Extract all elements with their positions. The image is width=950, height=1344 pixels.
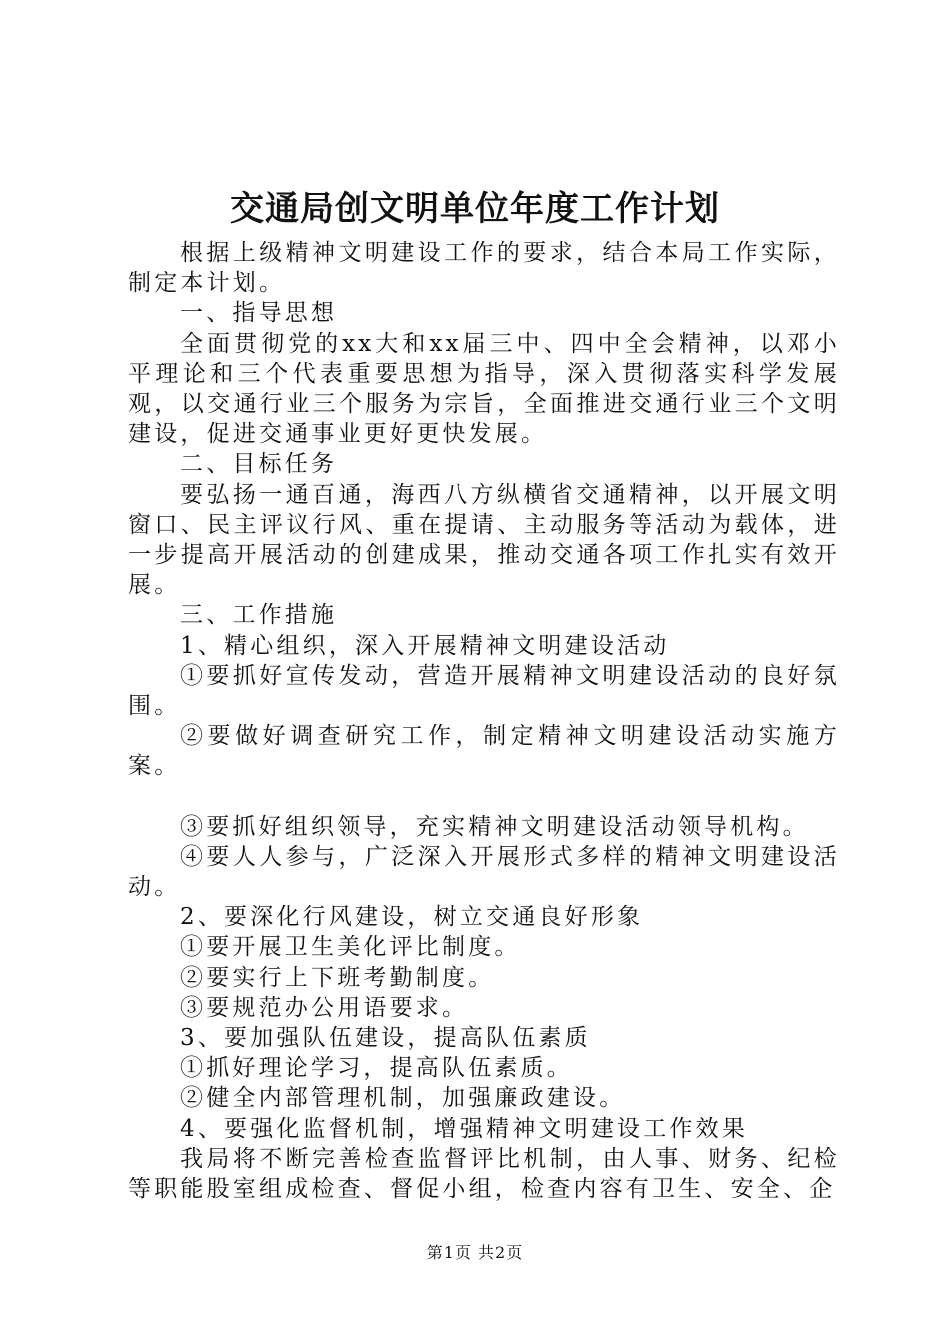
page-number-footer: 第1页 共2页 (426, 1243, 524, 1262)
measure-2-item-2: ②要实行上下班考勤制度。 (180, 964, 495, 991)
measure-1-item-2: ②要做好调查研究工作，制定精神文明建设活动实施方案。 (128, 723, 840, 780)
document-title: 交通局创文明单位年度工作计划 (230, 189, 720, 229)
blank-line (128, 782, 840, 812)
measure-heading-1: 1、精心组织，深入开展精神文明建设活动 (180, 632, 670, 659)
paragraph-guiding-ideology: 全面贯彻党的xx大和xx届三中、四中全会精神，以邓小平理论和三个代表重要思想为指导，深入贯彻落实科学发展观，以交通行业三个服务为宗旨，全面推进交通行业三个文明建设，促进交通事业更好更快发展。 (128, 330, 840, 448)
paragraph-supervision: 我局将不断完善检查监督评比机制，由人事、财务、纪检等职能股室组成检查、督促小组，检查内容有卫生、安全、企 (128, 1145, 840, 1203)
measure-heading-3: 3、要加强队伍建设，提高队伍素质 (180, 1025, 591, 1052)
measure-heading-4: 4、要强化监督机制，增强精神文明建设工作效果 (180, 1115, 749, 1142)
paragraph-intro: 根据上级精神文明建设工作的要求，结合本局工作实际，制定本计划。 (128, 240, 840, 297)
measure-1-item-4: ④要人人参与，广泛深入开展形式多样的精神文明建设活动。 (128, 843, 840, 901)
measure-1-item-3: ③要抓好组织领导，充实精神文明建设活动领导机构。 (180, 813, 809, 840)
measure-2-item-1: ①要开展卫生美化评比制度。 (180, 934, 521, 961)
section-heading-goals: 二、目标任务 (180, 451, 338, 478)
measure-2-item-3: ③要规范办公用语要求。 (180, 994, 469, 1021)
document-body (128, 238, 840, 1204)
section-heading-measures: 三、工作措施 (180, 602, 338, 629)
section-heading-guiding-ideology: 一、指导思想 (180, 300, 338, 327)
measure-1-item-1: ①要抓好宣传发动，营造开展精神文明建设活动的良好氛围。 (128, 662, 840, 720)
measure-3-item-2: ②健全内部管理机制，加强廉政建设。 (180, 1085, 626, 1112)
measure-heading-2: 2、要深化行风建设，树立交通良好形象 (180, 904, 644, 931)
paragraph-goals: 要弘扬一通百通，海西八方纵横省交通精神，以开展文明窗口、民主评议行风、重在提请、主动服务等活动为载体，进一步提高开展活动的创建成果，推动交通各项工作扎实有效开展。 (128, 481, 840, 599)
measure-3-item-1: ①抓好理论学习，提高队伍素质。 (180, 1055, 573, 1082)
